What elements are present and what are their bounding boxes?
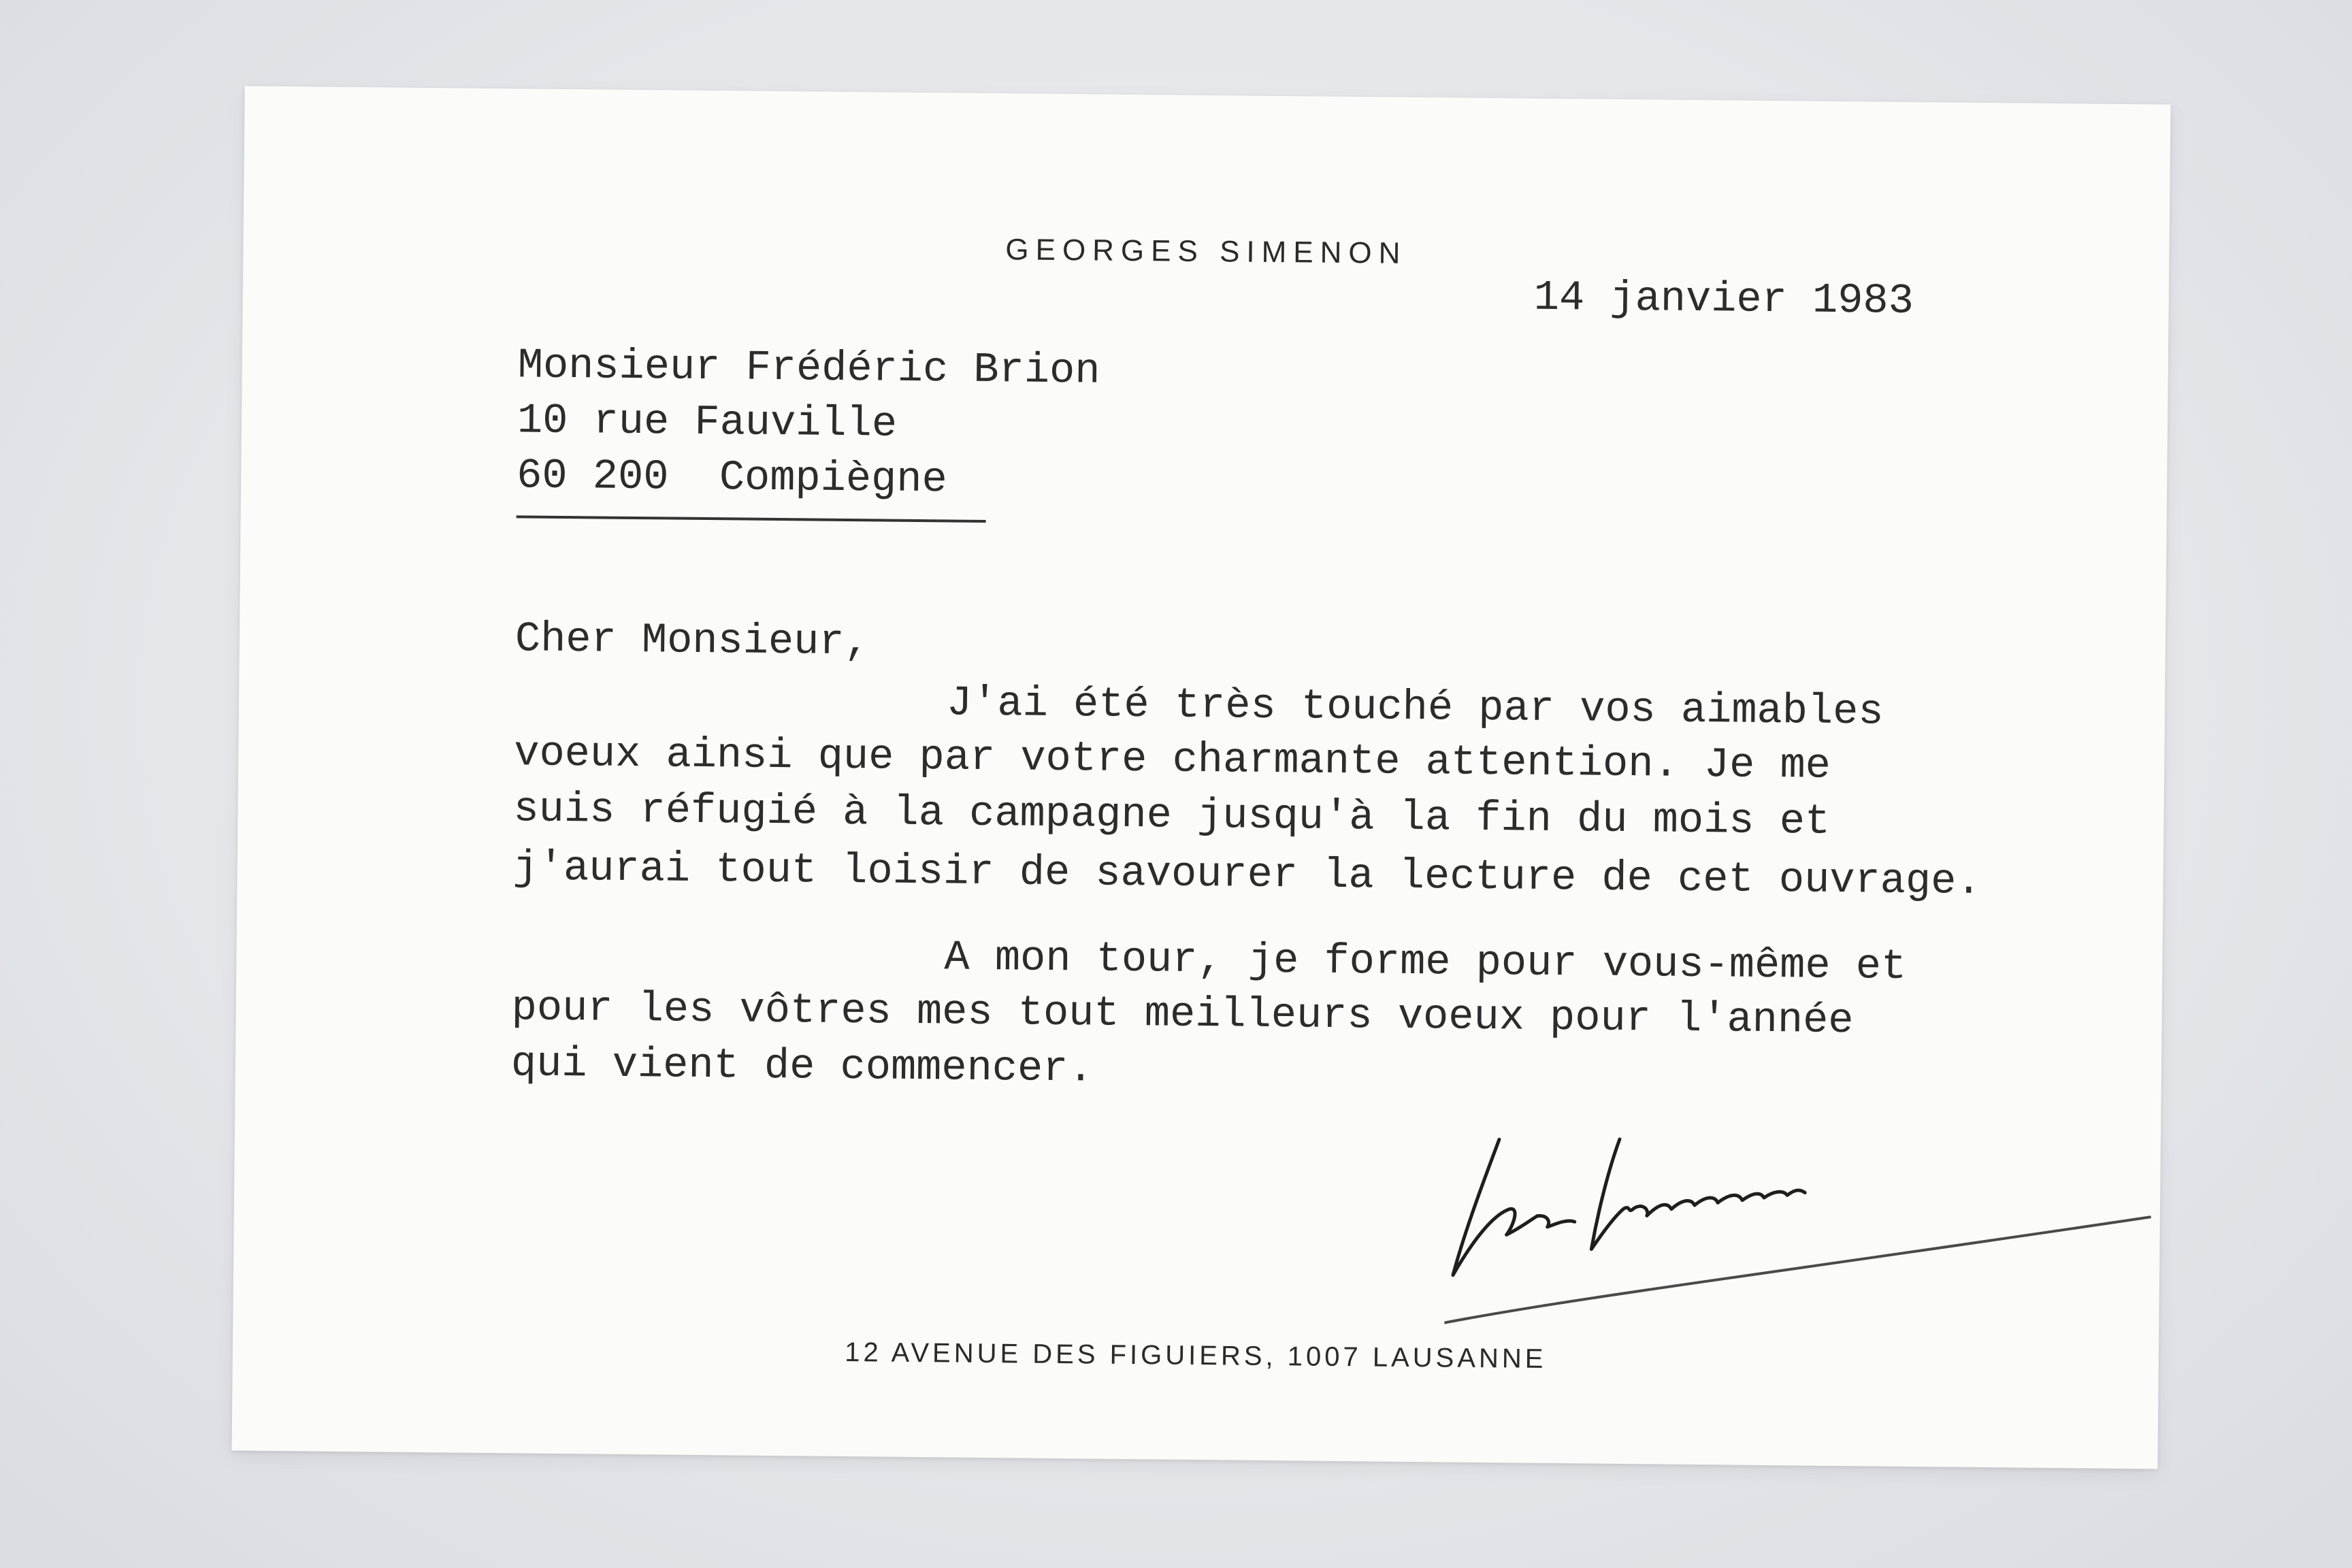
letterhead-address: 12 AVENUE DES FIGUIERS, 1007 LAUSANNE [845, 1337, 1547, 1374]
salutation: Cher Monsieur, [514, 615, 870, 667]
paragraph1-line: suis réfugié à la campagne jusqu'à la fin du mois et [513, 785, 1831, 846]
recipient-city: 60 200 Compiègne [516, 451, 948, 504]
paragraph2-line: A mon tour, je forme pour vous-même et [944, 933, 1907, 991]
letterhead: GEORGES SIMENON [1005, 233, 1407, 270]
recipient-street: 10 rue Fauville [517, 396, 898, 448]
letter-card [231, 86, 2170, 1469]
handwritten-signature [1444, 1132, 2154, 1336]
letter-date: 14 janvier 1983 [1533, 273, 1914, 326]
paragraph2-line: qui vient de commencer. [510, 1039, 1094, 1094]
address-underline [517, 515, 986, 523]
recipient-name: Monsieur Frédéric Brion [517, 341, 1100, 395]
letter-body [231, 86, 2170, 1469]
paragraph1-line: J'ai été très touché par vos aimables [946, 679, 1884, 736]
paragraph1-line: j'aurai tout loisir de savourer la lecture de cet ouvrage. [512, 843, 1982, 906]
paragraph2-line: pour les vôtres mes tout meilleurs voeux pour l'année [511, 983, 1854, 1045]
paragraph1-line: voeux ainsi que par votre charmante attention. Je me [513, 729, 1831, 790]
